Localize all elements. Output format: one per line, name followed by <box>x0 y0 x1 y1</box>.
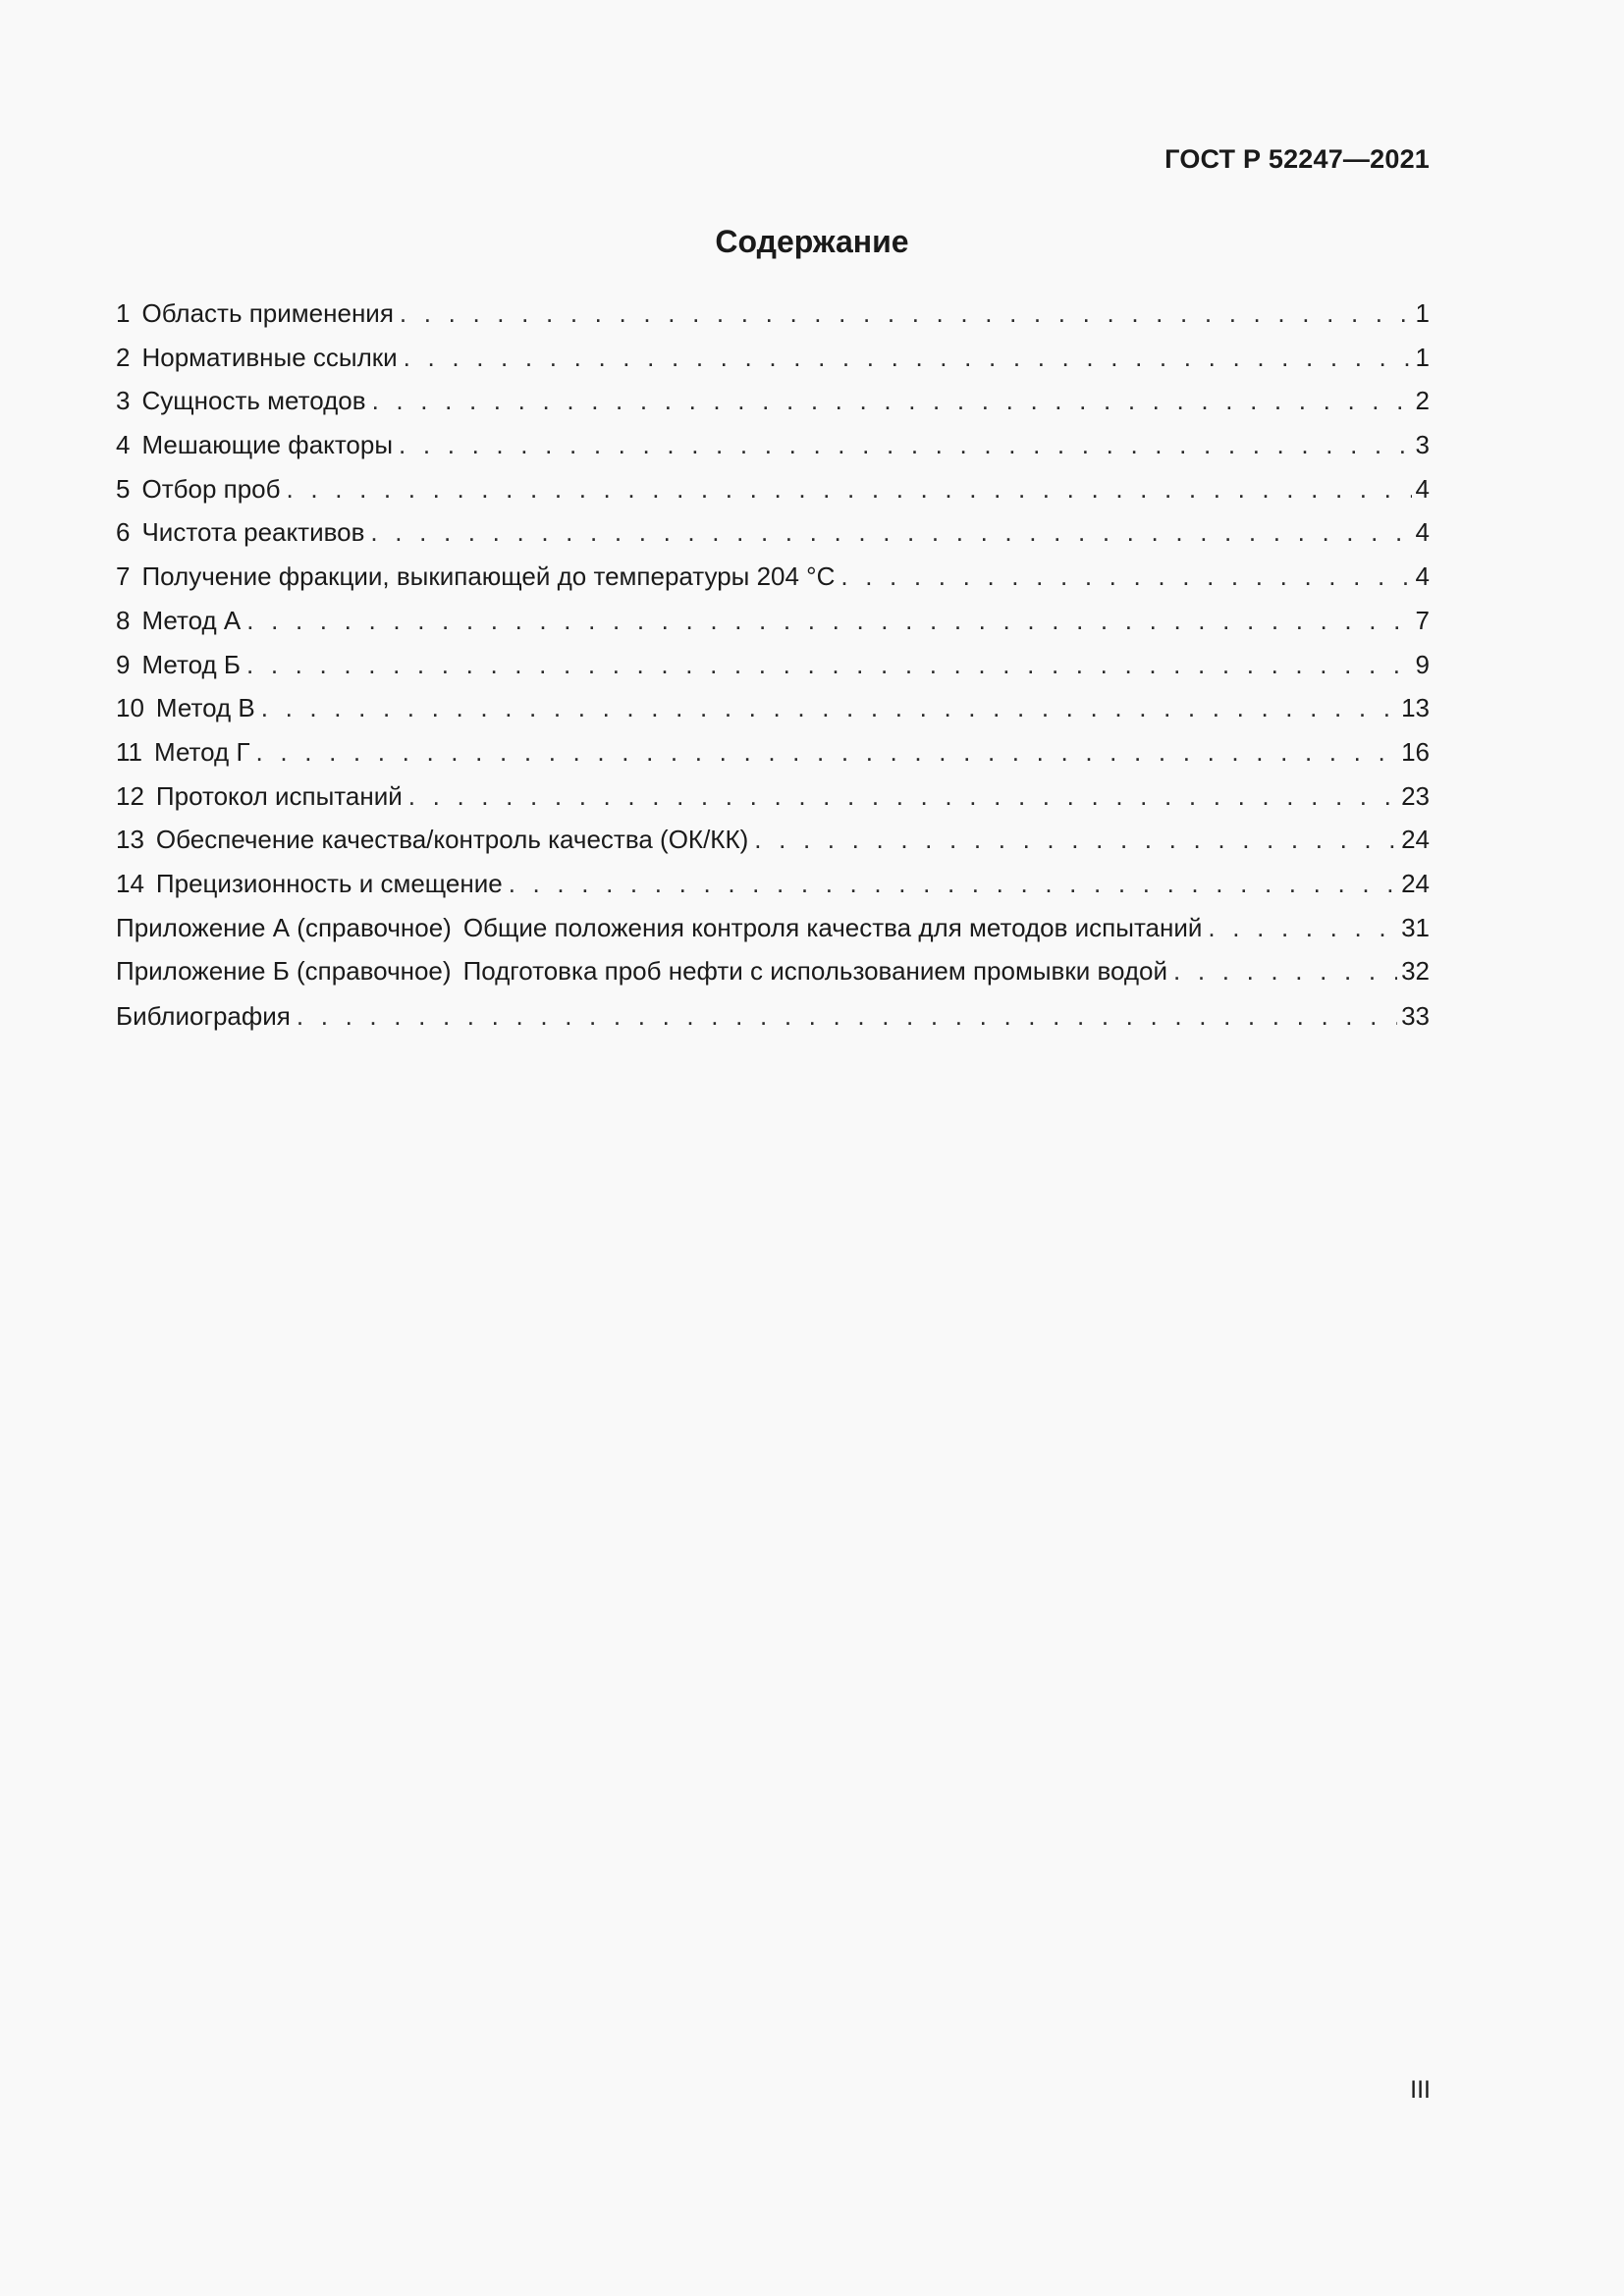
toc-dot-leader <box>399 423 1411 467</box>
toc-entry-page: 4 <box>1415 561 1430 592</box>
toc-entry-page: 1 <box>1415 298 1430 328</box>
toc-entry-number: 3 <box>116 386 131 416</box>
toc-entry-page: 3 <box>1415 430 1430 460</box>
toc-entry-title: Мешающие факторы <box>141 430 394 460</box>
page-number: III <box>1410 2076 1431 2104</box>
toc-entry-page: 4 <box>1415 473 1430 504</box>
toc-entry-number: 1 <box>116 298 131 328</box>
toc-entry[interactable] <box>116 686 1430 730</box>
toc-entry-page: 1 <box>1415 342 1430 372</box>
toc-entry-title: Общие положения контроля качества для методов испытаний <box>462 912 1203 942</box>
toc-dot-leader <box>509 862 1397 906</box>
toc-entry[interactable] <box>116 730 1430 774</box>
toc-entry-title: Чистота реактивов <box>141 517 365 548</box>
toc-entry-title: Прецизионность и смещение <box>155 868 503 898</box>
toc-dot-leader <box>404 336 1412 380</box>
toc-entry-title: Нормативные ссылки <box>141 342 398 372</box>
toc-dot-leader <box>1208 906 1397 950</box>
toc-entry-number: 2 <box>116 342 131 372</box>
toc-entry-title: Метод Б <box>141 649 241 679</box>
toc-entry-number: 8 <box>116 605 131 635</box>
toc-entry-number: 9 <box>116 649 131 679</box>
toc-entry-title: Обеспечение качества/контроль качества (ОК/КК) <box>155 825 749 855</box>
toc-entry-page: 4 <box>1415 517 1430 548</box>
toc-entry[interactable] <box>116 292 1430 336</box>
toc-entry-title: Подготовка проб нефти с использованием промывки водой <box>462 956 1168 987</box>
toc-entry[interactable] <box>116 510 1430 555</box>
toc-entry-page: 31 <box>1401 912 1430 942</box>
toc-dot-leader <box>246 599 1411 643</box>
toc-dot-leader <box>261 686 1397 730</box>
toc-dot-leader <box>840 555 1411 599</box>
toc-entry-page: 9 <box>1415 649 1430 679</box>
toc-entry-title: Метод А <box>141 605 242 635</box>
toc-dot-leader <box>370 510 1411 555</box>
toc-entry[interactable] <box>116 949 1430 993</box>
toc-entry-page: 2 <box>1415 386 1430 416</box>
toc-entry-number: Приложение Б (справочное) <box>116 956 452 987</box>
toc-entry-title: Сущность методов <box>141 386 366 416</box>
toc-entry-number: 6 <box>116 517 131 548</box>
toc-entry-title: Отбор проб <box>141 473 281 504</box>
toc-dot-leader <box>1173 949 1397 993</box>
toc-entry-title: Область применения <box>141 298 394 328</box>
toc-entry[interactable] <box>116 643 1430 687</box>
toc-entry-page: 32 <box>1401 956 1430 987</box>
table-of-contents <box>116 292 1430 1039</box>
toc-entry-page: 24 <box>1401 868 1430 898</box>
toc-entry[interactable] <box>116 467 1430 511</box>
toc-entry[interactable] <box>116 862 1430 906</box>
toc-entry[interactable] <box>116 379 1430 423</box>
toc-entry-page: 24 <box>1401 825 1430 855</box>
toc-entry-number: 13 <box>116 825 144 855</box>
toc-entry[interactable] <box>116 906 1430 950</box>
toc-entry-number: Приложение А (справочное) <box>116 912 452 942</box>
toc-dot-leader <box>400 292 1412 336</box>
toc-entry-title: Метод Г <box>154 736 250 767</box>
toc-entry-number: 10 <box>116 693 144 723</box>
toc-entry-number: 14 <box>116 868 144 898</box>
toc-entry-page: 23 <box>1401 780 1430 811</box>
toc-dot-leader <box>297 994 1397 1039</box>
toc-dot-leader <box>246 643 1412 687</box>
document-code: ГОСТ Р 52247—2021 <box>1164 144 1430 174</box>
toc-dot-leader <box>256 730 1398 774</box>
toc-dot-leader <box>372 379 1412 423</box>
toc-entry[interactable] <box>116 774 1430 819</box>
toc-entry-number: 5 <box>116 473 131 504</box>
toc-entry-number: 12 <box>116 780 144 811</box>
toc-entry-title: Библиография <box>116 1001 291 1031</box>
toc-dot-leader <box>408 774 1397 819</box>
toc-entry[interactable] <box>116 818 1430 862</box>
toc-entry[interactable] <box>116 423 1430 467</box>
toc-dot-leader <box>754 818 1397 862</box>
toc-dot-leader <box>287 467 1412 511</box>
toc-entry-number: 4 <box>116 430 131 460</box>
toc-entry-title: Метод В <box>155 693 255 723</box>
toc-entry-page: 13 <box>1401 693 1430 723</box>
toc-entry-number: 11 <box>116 736 142 767</box>
toc-entry[interactable] <box>116 994 1430 1039</box>
toc-entry-page: 33 <box>1401 1001 1430 1031</box>
toc-entry-title: Протокол испытаний <box>155 780 403 811</box>
toc-entry[interactable] <box>116 599 1430 643</box>
toc-entry-page: 16 <box>1401 736 1430 767</box>
toc-entry[interactable] <box>116 336 1430 380</box>
toc-entry-number: 7 <box>116 561 131 592</box>
toc-heading: Содержание <box>715 224 909 259</box>
toc-entry[interactable] <box>116 555 1430 599</box>
toc-entry-page: 7 <box>1415 605 1430 635</box>
toc-entry-title: Получение фракции, выкипающей до температуры 204 °С <box>141 561 836 592</box>
